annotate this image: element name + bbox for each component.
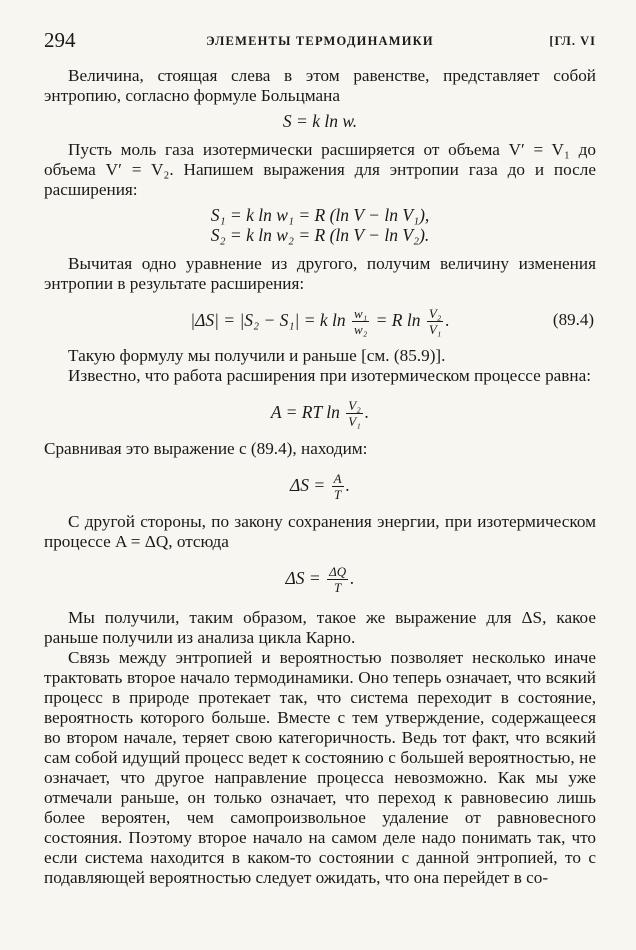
paragraph-4: Такую формулу мы получили и раньше [см. (85.9)]. <box>68 346 446 365</box>
equation-number: (89.4) <box>552 310 594 329</box>
formula-boltzmann: S = k ln w. <box>282 111 358 131</box>
formula-ds-a: ΔS = $\frac{A}{T}$ . <box>290 471 350 503</box>
formula-work: A = RT ln $\frac{\text{V₂}}{\text{V₁}}$ . <box>270 398 370 430</box>
fraction-q-t: $\frac{\Delta Q}{T}$ <box>329 564 347 596</box>
formula-entropy-change: |ΔS| = |S₂ − S₁| = k ln $\frac{\text{w₁}}{\text{w₂}}$ = R ln $\frac{\text{V₂}}{\text{V₁}}$ . (89.4) <box>44 299 596 341</box>
fraction-work: $\frac{\text{V₂}}{\text{V₁}}$ <box>348 398 361 430</box>
paragraph-8: Мы получили, таким образом, такое же выражение для ΔS, какое раньше получили из анализа цикла Карно. <box>44 608 596 647</box>
fraction-v: $\frac{\text{V₂}}{\text{V₁}}$ <box>428 306 442 338</box>
text-body <box>44 66 596 888</box>
paragraph-2: Пусть моль газа изотермически расширяется от объема V′ = V₁ до объема V′ = V₂. Напишем выражения для энтропии газа до и после расширения: <box>44 140 596 199</box>
paragraph-7: С другой стороны, по закону сохранения энергии, при изотермическом процессе A = ΔQ, отсюда <box>44 512 596 551</box>
formula-entropy-system <box>44 205 596 245</box>
formula-ds-q: ΔS = $\frac{\Delta Q}{T}$ . <box>285 564 355 596</box>
chapter-label: [ГЛ. VI <box>549 34 596 48</box>
paragraph-3: Вычитая одно уравнение из другого, получим величину изменения энтропии в результате расширения: <box>44 254 596 293</box>
formula-s2: S₂ = k ln w₂ = R (ln V − ln V₂). <box>210 225 430 245</box>
running-title: ЭЛЕМЕНТЫ ТЕРМОДИНАМИКИ <box>206 34 434 48</box>
fraction-a-t: $\frac{A}{T}$ <box>333 471 342 503</box>
running-header <box>44 28 596 52</box>
fraction-w: $\frac{\text{w₁}}{\text{w₂}}$ <box>354 306 368 338</box>
page-number: 294 <box>44 28 76 52</box>
paragraph-5: Известно, что работа расширения при изотермическом процессе равна: <box>68 366 592 385</box>
paragraph-9: Связь между энтропией и вероятностью позволяет несколько иначе трактовать второе начало термодинамики. Оно теперь означает, что всякий процесс в природе протекает так, что система переходит в состояние, вероятность которого больше. Вместе с тем утверждение, содержащееся во втором начале, теряет свою категоричность. Ведь тот факт, что всякий сам собой идущий процесс ведет к состоянию с большей вероятностью, не означает, что другое направление процесса невозможно. Как мы уже отмечали раньше, он только означает, что переход к равновесию лишь более вероятен, чем самопроизвольное удаление от равновесного состояния. Поэтому второе начало на самом деле надо понимать так, что если система находится в каком-то состоянии с данной энтропией, то с подавляющей вероятностью следует ожидать, что она перейдет в со- <box>44 648 596 887</box>
paragraph-1: Величина, стоящая слева в этом равенстве, представляет собой энтропию, согласно формуле Больцмана <box>44 66 596 105</box>
formula-s1: S₁ = k ln w₁ = R (ln V − ln V₁), <box>210 205 430 225</box>
paragraph-6: Сравнивая это выражение с (89.4), находим: <box>44 439 368 458</box>
